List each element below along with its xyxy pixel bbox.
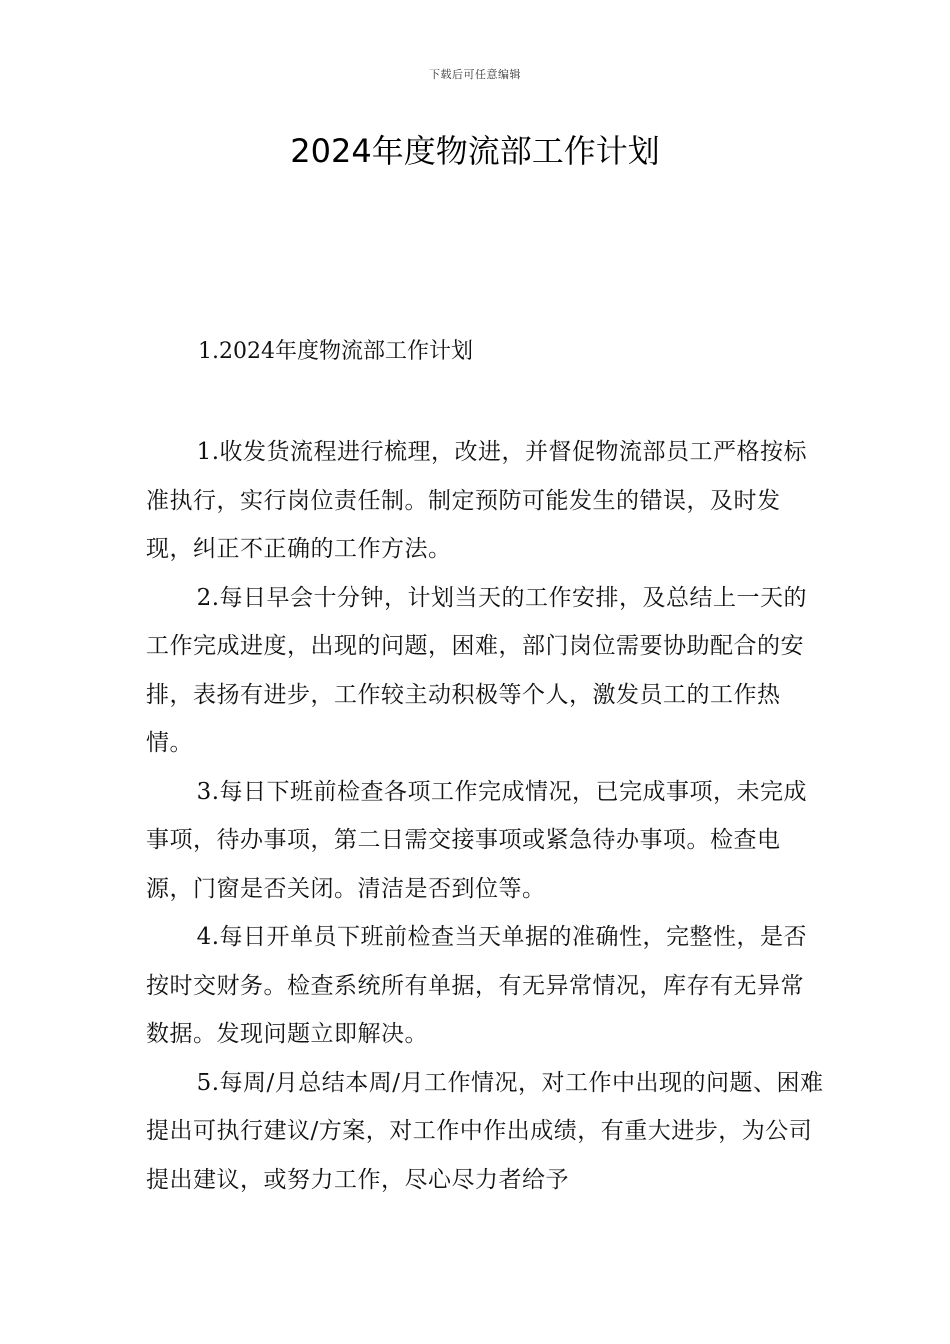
paragraph-3: 3.每日下班前检查各项工作完成情况，已完成事项，未完成事项，待办事项，第二日需交接事项或紧急待办事项。检查电源，门窗是否关闭。清洁是否到位等。 <box>146 778 808 902</box>
header-note: 下载后可任意编辑 <box>429 68 521 81</box>
paragraph-2: 2.每日早会十分钟，计划当天的工作安排，及总结上一天的工作完成进度，出现的问题，困难，部门岗位需要协助配合的安排，表扬有进步，工作较主动积极等个人，激发员工的工作热情。 <box>146 584 808 756</box>
document-body <box>146 428 826 1204</box>
section-heading: 1.2024年度物流部工作计划 <box>198 339 473 364</box>
paragraph-4: 4.每日开单员下班前检查当天单据的准确性，完整性，是否按时交财务。检查系统所有单据，有无异常情况，库存有无异常数据。发现问题立即解决。 <box>146 924 808 1047</box>
paragraph-5: 5.每周/月总结本周/月工作情况，对工作中出现的问题、困难提出可执行建议/方案，对工作中作出成绩，有重大进步，为公司提出建议，或努力工作，尽心尽力者给予 <box>146 1069 824 1193</box>
document-title: 2024年度物流部工作计划 <box>290 132 660 170</box>
paragraph-1: 1.收发货流程进行梳理，改进，并督促物流部员工严格按标准执行，实行岗位责任制。制定预防可能发生的错误，及时发现，纠正不正确的工作方法。 <box>146 439 808 562</box>
